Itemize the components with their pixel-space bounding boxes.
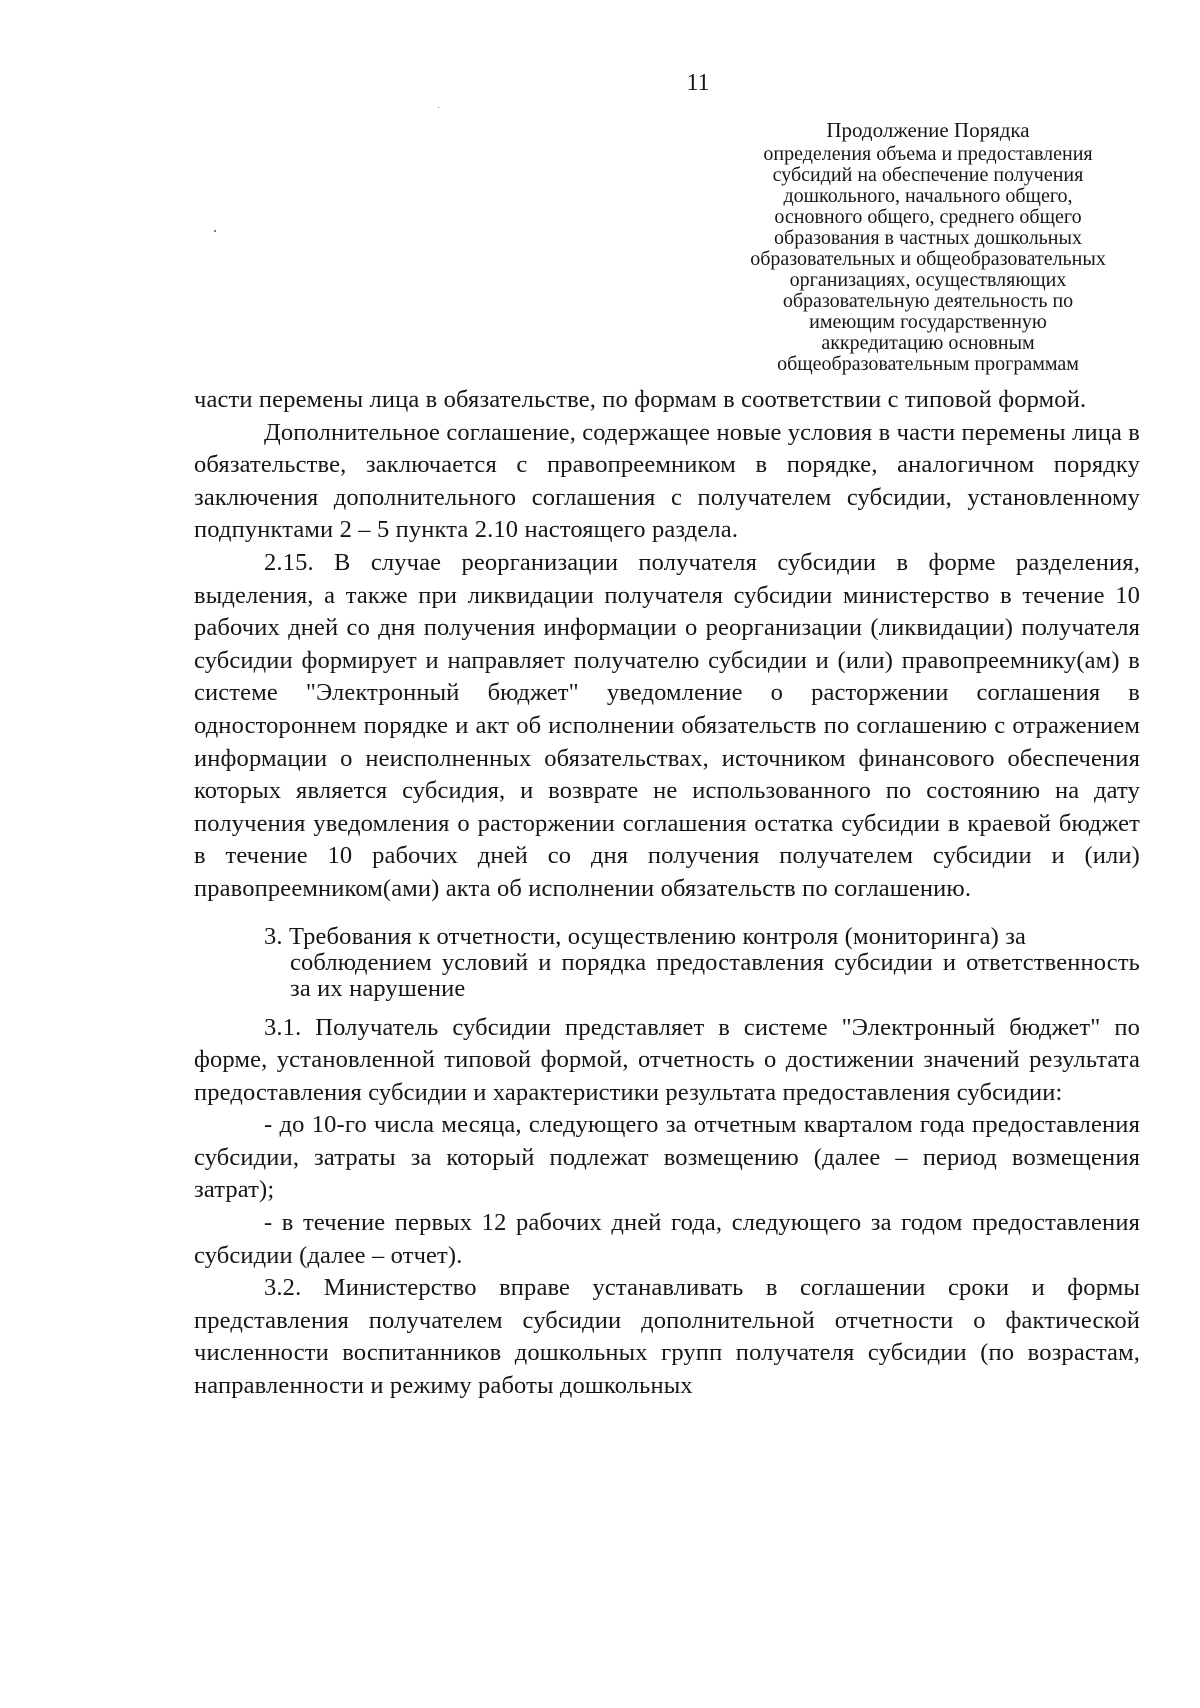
header-line: образовательных и общеобразовательных bbox=[750, 248, 1106, 270]
header-line: основного общего, среднего общего bbox=[774, 206, 1082, 228]
section-heading-line: 3. Требования к отчетности, осуществлению контроля (мониторинга) за bbox=[264, 922, 1027, 950]
page-number: 11 bbox=[686, 70, 710, 96]
paragraph-2-15: 2.15. В случае реорганизации получателя субсидии в форме разделения, выделения, а также при ликвидации получателя субсидии министерство в течение 10 рабочих дней со дня получения информации о реорганизации (ликвидации) получателя субсидии формирует и направляет получателю субсидии и (или) правопреемнику(ам) в системе "Электронный бюджет" уведомление о расторжении соглашения в одностороннем порядке и акт об исполнении обязательств по соглашению с отражением информации о неисполненных обязательствах, источником финансового обеспечения которых является субсидия, и возврате не использованного по состоянию на дату получения уведомления о расторжении соглашения остатка субсидии в краевой бюджет в течение 10 рабочих дней со дня получения получателем субсидии и (или) правопреемником(ами) акта об исполнении обязательств по соглашению. bbox=[194, 548, 1140, 902]
section-heading bbox=[194, 924, 1140, 1002]
header-line: аккредитацию основным bbox=[821, 332, 1035, 354]
header-line: образовательную деятельность по bbox=[782, 290, 1074, 312]
paragraph: Дополнительное соглашение, содержащее новые условия в части перемены лица в обязательстве, заключается с правопреемником в порядке, аналогичном порядку заключения дополнительного соглашения с получателем субсидии, установленному подпунктами 2 – 5 пункта 2.10 настоящего раздела. bbox=[194, 418, 1140, 544]
header-block bbox=[718, 118, 1138, 375]
paragraph: части перемены лица в обязательстве, по формам в соответствии с типовой формой. bbox=[194, 386, 1087, 413]
header-line: дошкольного, начального общего, bbox=[783, 185, 1073, 207]
list-item: - в течение первых 12 рабочих дней года, следующего за годом предоставления субсидии (далее – отчет). bbox=[194, 1209, 1140, 1269]
header-line: организациях, осуществляющих bbox=[789, 269, 1067, 291]
scan-speck bbox=[438, 107, 439, 108]
header-line: субсидий на обеспечение получения bbox=[772, 164, 1084, 186]
header-line: определения объема и предоставления bbox=[763, 143, 1093, 165]
section-heading-line: соблюдением условий и порядка предоставления субсидии и ответственность за их нарушение bbox=[290, 948, 1140, 1002]
scan-speck bbox=[214, 230, 216, 232]
header-line: имеющим государственную bbox=[809, 311, 1047, 333]
paragraph-3-1: 3.1. Получатель субсидии представляет в системе "Электронный бюджет" по форме, установленной типовой формой, отчетность о достижении значений результата предоставления субсидии и характеристики результата предоставления субсидии: bbox=[194, 1013, 1140, 1106]
body-text bbox=[194, 384, 1140, 1403]
header-line: общеобразовательным программам bbox=[777, 353, 1079, 375]
header-line: образования в частных дошкольных bbox=[774, 227, 1082, 249]
paragraph-3-2: 3.2. Министерство вправе устанавливать в соглашении сроки и формы представления получателем субсидии дополнительной отчетности о фактической численности воспитанников дошкольных групп получателя субсидии (по возрастам, направленности и режиму работы дошкольных bbox=[194, 1274, 1140, 1400]
header-title: Продолжение Порядка bbox=[826, 118, 1030, 142]
list-item: - до 10-го числа месяца, следующего за отчетным кварталом года предоставления субсидии, затраты за который подлежат возмещению (далее – период возмещения затрат); bbox=[194, 1111, 1140, 1204]
